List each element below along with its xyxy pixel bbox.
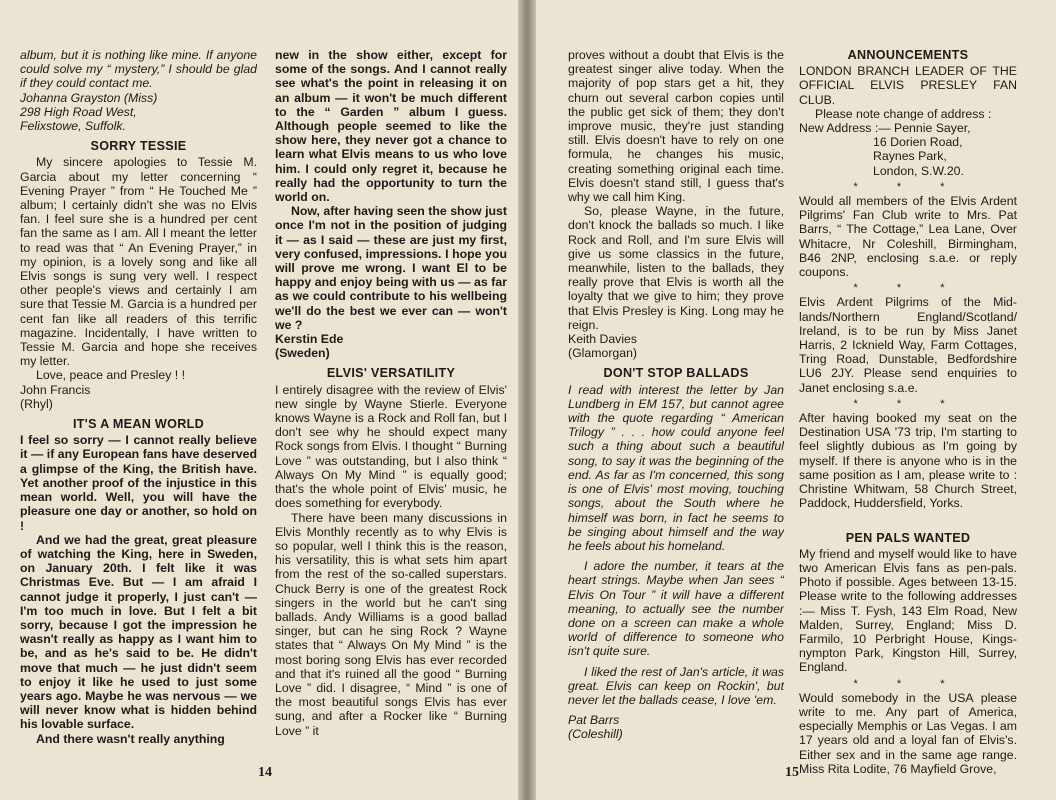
column-2: [275, 48, 507, 773]
signature-place: (Rhyl): [20, 396, 53, 411]
separator-stars: * * *: [853, 282, 963, 295]
heading-announcements: ANNOUNCEMENTS: [847, 48, 969, 62]
heading-sorry-tessie: SORRY TESSIE: [90, 139, 187, 154]
address-line: Raynes Park,: [873, 149, 947, 164]
paragraph: My sincere apologies to Tessie M. Garcia about my letter concerning “ Evening Prayer ” from “ He Touched Me ” album; I certainly didn't she was no Elvis fan. I feel sure she is a hundred per cent fan the same as I am. All I meant the letter to read was that “ An Evening Prayer,” in my opinion, is a lovely song and like all Elvis songs is sung very well. I respect other people's views and certainly I am sure that Tessie M. Garcia is a hundred per cent fan like all readers of this terrific magazine. Incidentally, I have written to Tessie M. Garcia and hope she receives my letter.: [20, 155, 257, 369]
paragraph: And there wasn't really anything: [36, 731, 225, 746]
heading-versatility: ELVIS' VERSATILITY: [326, 366, 456, 381]
paragraph: Please note change of address :: [815, 106, 992, 121]
paragraph: LONDON BRANCH LEADER OF THE OFFICIAL ELVIS PRESLEY FAN CLUB.: [799, 64, 1017, 107]
separator-stars: * * *: [853, 397, 963, 410]
letter-intro: album, but it is nothing like mine. If anyone could solve my “ mystery,” I should be glad if they could contact me.: [20, 48, 257, 91]
signature: Kerstin Ede: [275, 332, 344, 347]
heading-dont-stop-ballads: DON'T STOP BALLADS: [603, 366, 749, 381]
paragraph: I adore the number, it tears at the heart strings. Maybe when Jan sees “ Elvis On Tour ” it will have a different meaning, to actually see the number done on a screen can make a whole world of difference to someone who isn't quite sure.: [568, 559, 784, 659]
paragraph: proves without a doubt that Elvis is the greatest singer alive today. When the majority of pop stars get a hit, they churn out several carbon copies until the public get sick of them; they don't improve music, they're just standing still. Elvis doesn't have to rely on one formula, he changes his music, creating something original each time. Elvis doesn't stand still, I guess that's why we call him King.: [568, 48, 784, 205]
heading-pen-pals: PEN PALS WANTED: [845, 530, 971, 545]
paragraph: I liked the rest of Jan's article, it was great. Elvis can keep on Rockin', but never let the ballads cease, I love 'em.: [568, 664, 784, 707]
paragraph: I entirely disagree with the review of Elvis' new single by Wayne Stierle. Everyone knows Wayne is a Rock and Roll fan, but I don't see why he should expect many Rock songs from Elvis. I thought “ Burning Love ” was outstanding, but I also think “ Always On My Mind ” is equally good; that's the whole point of Elvis' music, he does something for everybody.: [275, 382, 507, 511]
paragraph: I feel so sorry — I cannot really believe it — if any European fans have deserved a glimpse of the King, the British have. Yet another proof of the injustice in this mean world. Well, you will have the pleasure one day or another, so hold on !: [20, 433, 257, 533]
paragraph: So, please Wayne, in the future, don't knock the ballads so much. I like Rock and Roll, and I'm sure Elvis will give us some classics in the future, meanwhile, listen to the ballads, they really prove that Elvis is worth all the loyalty that we give to him; they prove that Elvis Presley is King. Long may he reign.: [568, 204, 784, 332]
page-number-right: 15: [785, 765, 799, 780]
paragraph: And we had the great, great pleasure of watching the King, here in Sweden, on January 20th. I felt like it was Christmas Eve. But — I am afraid I cannot judge it properly, I just can't — I'm too much in love. But I felt a bit sorry, because I got the impression he wasn't really as happy as I want him to be, and as he's said to be. He didn't move that much — he just didn't seem to enjoy it like he used to just some years ago. Maybe he was nervous — we will never know what is hidden behind his lovable surface.: [20, 532, 257, 732]
signature-place: (Sweden): [275, 346, 330, 361]
signer-name: Johanna Grayston (Miss): [20, 90, 158, 105]
paragraph: new in the show either, except for some of the songs. And I cannot really see what's the point in releasing it on an album — it won't be much different to the “ Garden ” album I guess. Although people seemed to like the show here, they never got a chance to learn what Elvis means to us who love him. I could only regret it, because he really had the opportunity to turn the world on.: [275, 48, 507, 205]
paragraph: New Address :— Pennie Sayer,: [799, 121, 971, 136]
signature: Keith Davies: [568, 332, 638, 347]
signature-place: (Glamorgan): [568, 346, 638, 361]
address-line: London, S.W.20.: [873, 163, 964, 178]
separator-stars: * * *: [853, 180, 963, 193]
signature: Pat Barrs: [568, 713, 620, 728]
signer-address-1: 298 High Road West,: [20, 104, 137, 119]
column-1: [20, 48, 257, 773]
paragraph: Would somebody in the USA please write to me. Any part of America, especially Memphis or Las Vegas. I am 17 years old and a loyal fan of Elvis's. Either sex and in the same age range. Miss Rita Lodite, 76 Mayfield Grove,: [799, 690, 1017, 776]
signer-address-2: Felixstowe, Suffolk.: [20, 119, 126, 134]
paragraph: After having booked my seat on the Destination USA '73 trip, I'm starting to feel slightly dubious as I'm going by myself. If there is anyone who is in the same position as I am, please write to : Christine Whitwam, 58 Church Street, Paddock, Huddersfield, Yorks.: [799, 411, 1017, 511]
paragraph: There have been many discussions in Elvis Monthly recently as to why Elvis is so popular, well I think this is the reason, his versatility, this is what sets him apart from the rest of the so-called superstars. Chuck Berry is one of the greatest Rock singers in the world but he can't sing ballads. Andy Williams is a good ballad singer, but can he sing Rock ? Wayne states that “ Always On My Mind ” is the most boring song Elvis has ever recorded and that it's ruined all the good “ Burning Love ” did. I disagree, “ Mind ” is one of the most beautiful songs Elvis has ever sung, and after a Rocker like “ Burning Love ” it: [275, 510, 507, 738]
heading-mean-world: IT'S A MEAN WORLD: [73, 417, 204, 432]
paragraph: Would all members of the Elvis Ardent Pilgrims' Fan Club write to Mrs. Pat Barrs, “ The Cottage,” Lea Lane, Over Whitacre, Nr Coleshill, Birmingham, B46 2NP, enclosing s.a.e. or reply coupons.: [799, 194, 1017, 280]
signature-place: (Coleshill): [568, 727, 623, 742]
column-4: [799, 48, 1017, 788]
column-3: [568, 48, 784, 748]
paragraph: My friend and myself would like to have two American Elvis fans as pen-pals. Photo if possible. Ages between 13-15. Please write to the following addresses :— Miss T. Fysh, 143 Elm Road, New Malden, Surrey, England; Miss D. Farmilo, 10 Perbright House, Kingsnympton Park, Kingston Hill, Surrey, England.: [799, 546, 1017, 675]
paragraph: Now, after having seen the show just once I'm not in the position of judging it — as I said — these are just my first, very confused, impressions. I hope you will prove me wrong. I want El to be happy and enjoy being with us — as far as we could contribute to his wellbeing we'll do the best we ever can — won't we ?: [275, 204, 507, 332]
paragraph: Elvis Ardent Pilgrims of the Midlands/Northern England/Scotland/ Ireland, is to be run by Miss Janet Harris, 2 Icknield Way, Farm Cottages, Tring Road, Dunstable, Bedfordshire LU6 2JY. Please send enquiries to Janet enclosing s.a.e.: [799, 295, 1017, 395]
separator-stars: * * *: [853, 677, 963, 690]
binding-gutter: [518, 0, 536, 800]
address-line: 16 Dorien Road,: [873, 135, 963, 150]
page-number-left: 14: [258, 765, 272, 780]
paragraph: Love, peace and Presley ! !: [36, 368, 186, 383]
signature: John Francis: [20, 382, 91, 397]
paragraph: I read with interest the letter by Jan Lundberg in EM 157, but cannot agree with the quote regarding “ American Trilogy ” . . . how could anyone feel such a thing about such a beautiful song, to say it was the beginning of the end. As far as I'm concerned, this song is one of Elvis' most moving, touching songs, about the South where he himself was born, in fact he seems to be singing about himself and the way he feels about his homeland.: [568, 382, 784, 553]
